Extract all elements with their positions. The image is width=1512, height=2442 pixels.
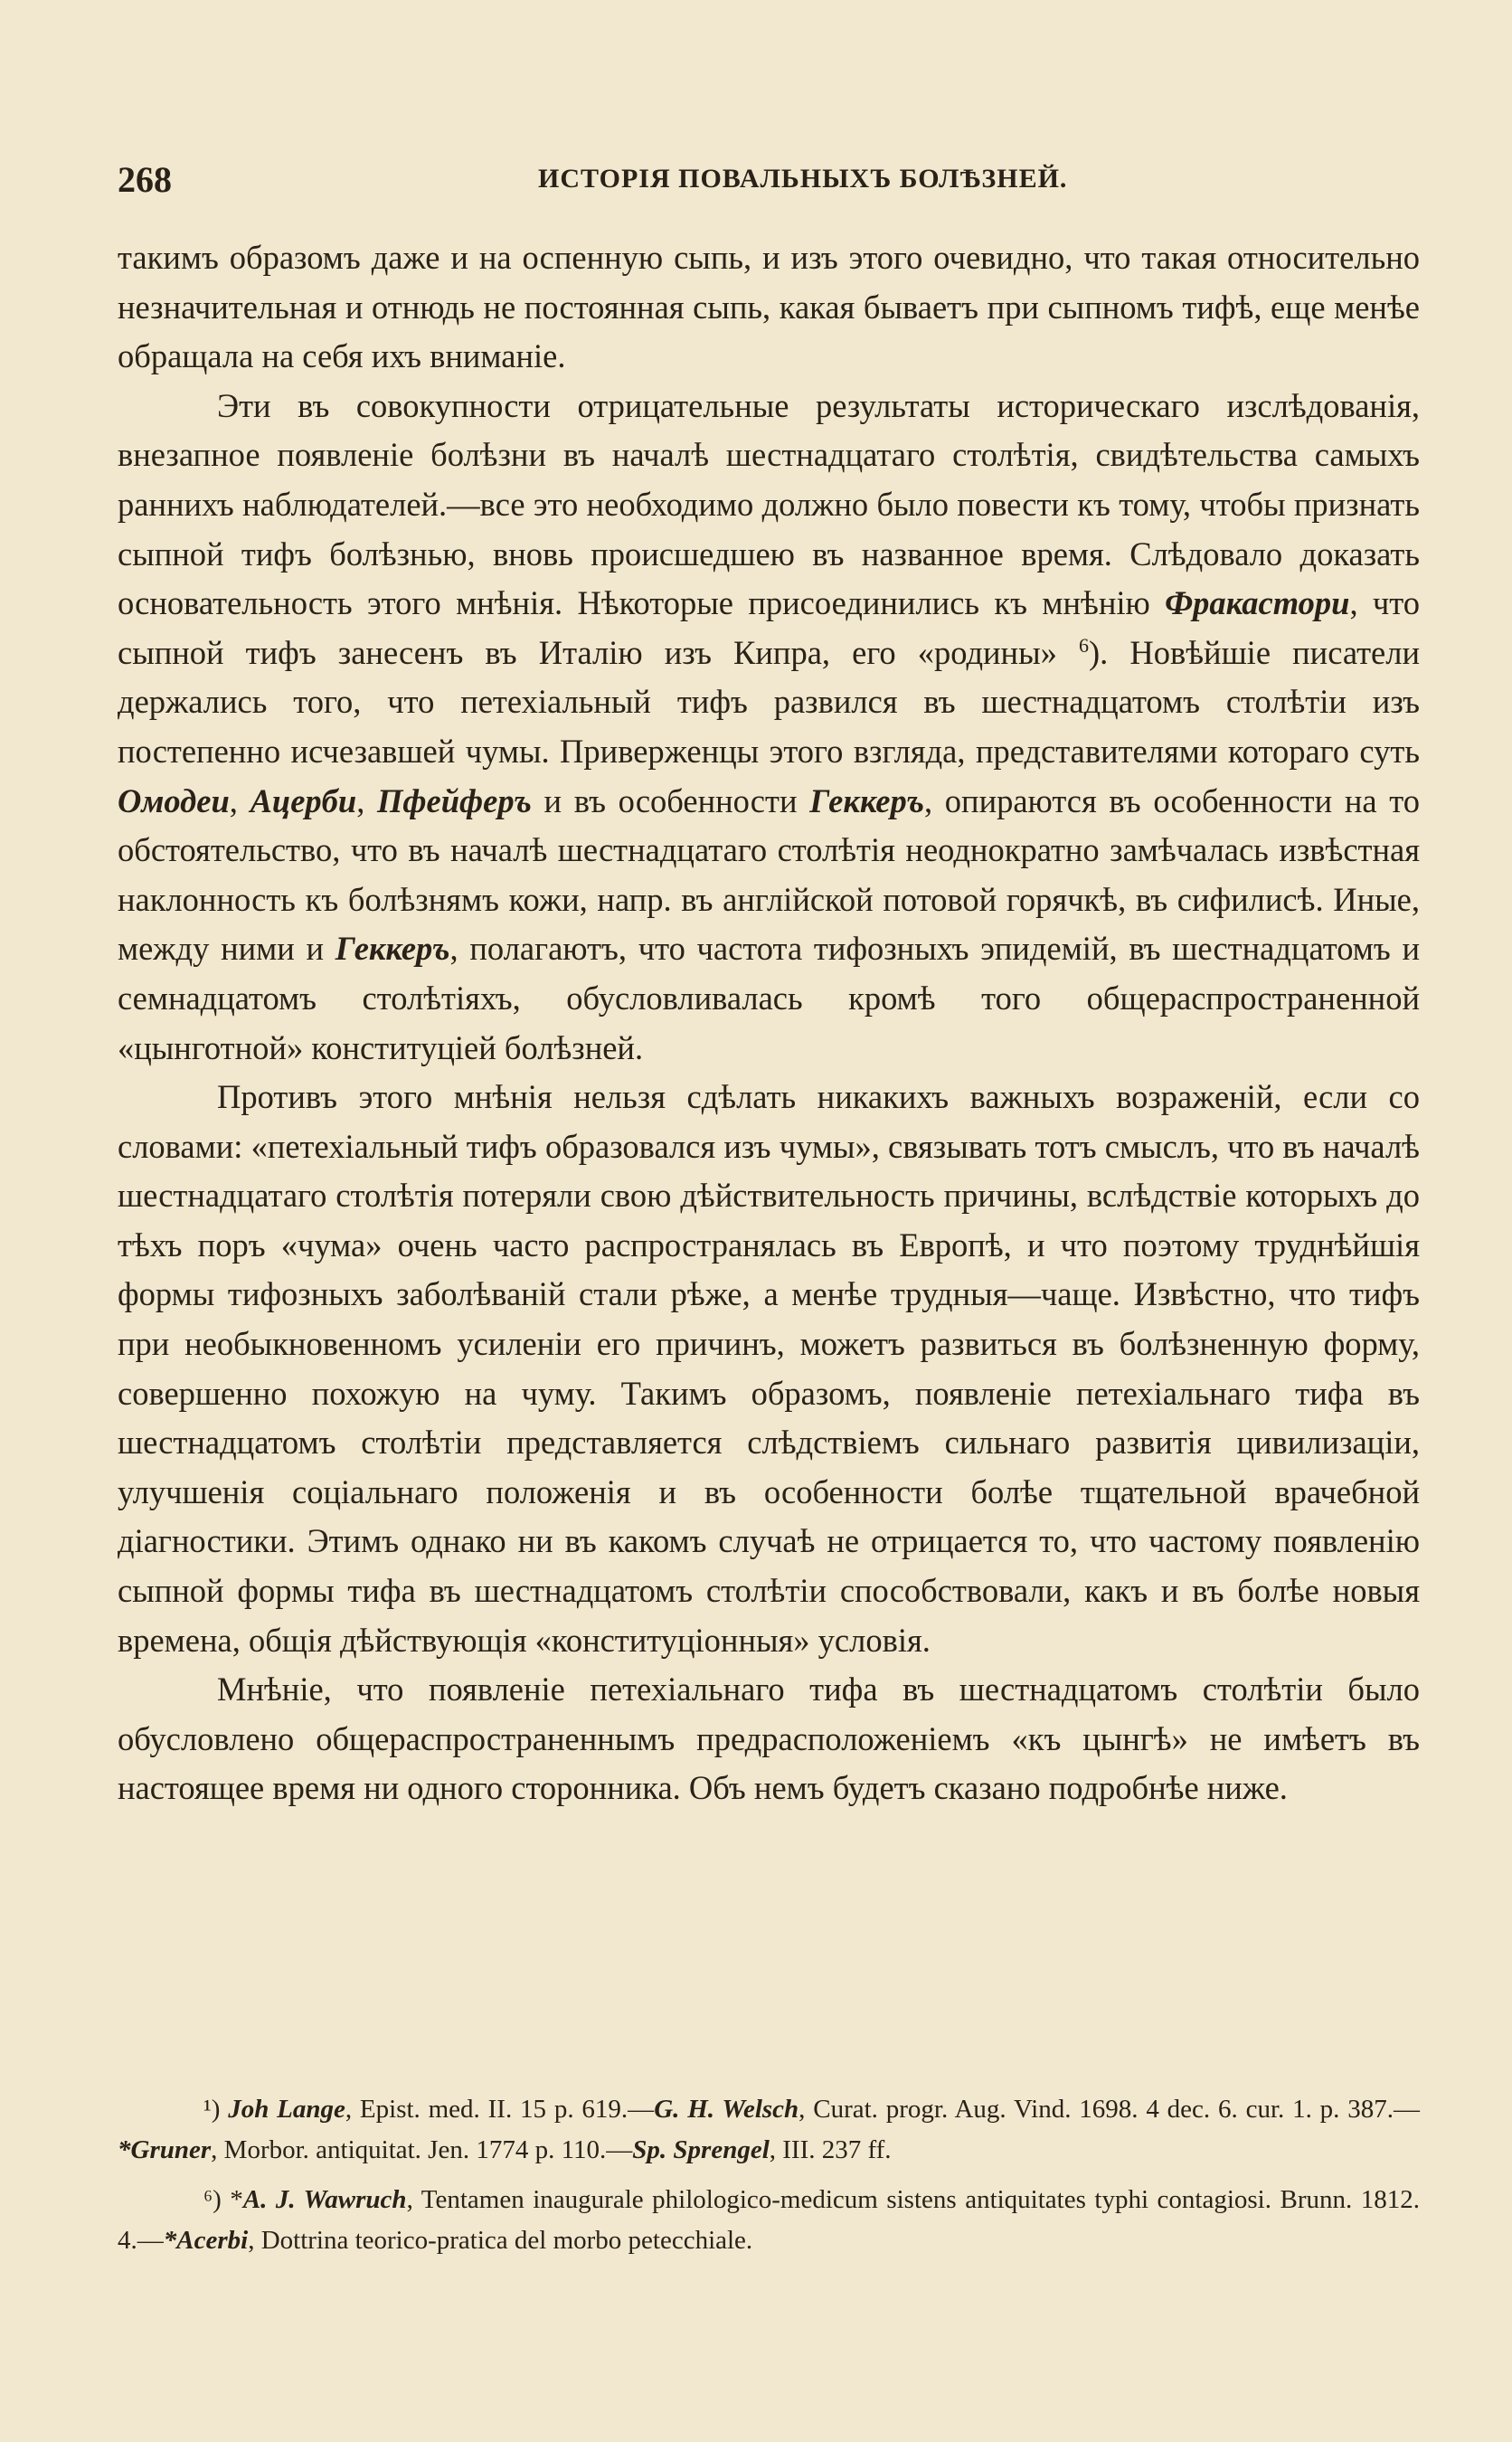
text-span: , Epist. med. II. 15 p. 619.—: [345, 2095, 655, 2124]
author-name: Ацерби: [250, 781, 357, 819]
author-name: Пфейферъ: [377, 781, 532, 819]
text-span: *: [230, 2185, 243, 2214]
author-name: Joh Lange: [228, 2095, 345, 2124]
footnote-1: [118, 2089, 1420, 2171]
footnotes: [118, 2089, 1420, 2270]
footnote-marker: ¹): [203, 2095, 221, 2124]
paragraph-1: [118, 233, 1420, 382]
text-span: , III. 237 ff.: [769, 2135, 892, 2164]
footnote-6: [118, 2180, 1420, 2261]
text-span: , Tentamen inaugurale philologico-medicum sistens antiquitates typhi contagiosi. Brunn. 1812. 4.—: [118, 2185, 1421, 2255]
text-span: Противъ этого мнѣнія нельзя сдѣлать никакихъ важныхъ возраженій, если со словами: «петехіальный тифъ образовался изъ чумы», связывать тотъ смыслъ, что въ началѣ шестнадцатаго столѣтія потеряли свою дѣйствительность причины, вслѣдствіе которыхъ до тѣхъ поръ «чума» очень часто распространялась въ Европѣ, и что поэтому труднѣйшія формы тифозныхъ заболѣваній стали рѣже, а менѣе трудныя—чаще. Извѣстно, что тифъ при необыкновенномъ усиленіи его причинъ, можетъ развиться въ болѣзненную форму, совершенно похожую на чуму. Такимъ образомъ, появленіе петехіальнаго тифа въ шестнадцатомъ столѣтіи представляется слѣдствіемъ сильнаго развитія цивилизаціи, улучшенія соціальнаго положенія и въ особенности болѣе тщательной врачебной діагностики. Этимъ однако ни въ какомъ случаѣ не отрицается то, что частому появленію сыпной формы тифа въ шестнадцатомъ столѣтіи способствовали, какъ и въ болѣе новыя времена, общія дѣйствующія «конституціонныя» условія.: [118, 1078, 1420, 1659]
text-span: ). Новѣйшіе писатели держались того, что петехіальный тифъ развился въ шестнадцатомъ столѣтіи изъ постепенно исчезавшей чумы. Приверженцы этого взгляда, представителями котораго суть: [118, 633, 1420, 770]
text-span: , Dottrina teorico-pratica del morbo petecchiale.: [248, 2226, 753, 2255]
author-name: Геккеръ: [809, 781, 924, 819]
text-span: Эти въ совокупности отрицательные результаты историческаго изслѣдованія, внезапное появленіе болѣзни въ началѣ шестнадцатаго столѣтія, свидѣтельства самыхъ раннихъ наблюдателей.—все это необходимо должно было повести къ тому, чтобы признать сыпной тифъ болѣзнью, вновь происшедшею въ названное время. Слѣдовало доказать основательность этого мнѣнія. Нѣкоторые присоединились къ мнѣнію: [118, 386, 1420, 622]
author-name: Омодеи: [118, 781, 230, 819]
footnote-marker: ⁶): [203, 2185, 222, 2214]
author-name: G. H. Welsch: [654, 2095, 799, 2124]
footnote-ref: 6: [1078, 633, 1089, 657]
text-span: , опираются въ особенности на то обстоятельство, что въ началѣ шестнадцатаго столѣтія неоднократно замѣчалась извѣстная наклонность къ болѣзнямъ кожи, напр. въ англійской потовой горячкѣ, въ сифилисѣ. Иные, между ними и: [118, 781, 1421, 968]
text-span: , Curat. progr. Aug. Vind. 1698. 4 dec. 6. cur. 1. p. 387.—: [799, 2095, 1420, 2124]
author-name: Фракастори: [1165, 584, 1350, 622]
text-span: , что сыпной тифъ занесенъ въ Италію изъ Кипра, его «родины»: [118, 584, 1421, 671]
text-span: ,: [229, 781, 250, 819]
author-name: Sp. Sprengel: [632, 2135, 770, 2164]
page-number: 268: [118, 159, 172, 200]
author-name: *Gruner: [118, 2135, 212, 2164]
text-span: такимъ образомъ даже и на оспенную сыпь, и изъ этого очевидно, что такая относительно незначительная и отнюдь не постоянная сыпь, какая бываетъ при сыпномъ тифѣ, еще менѣе обращала на себя ихъ вниманіе.: [118, 239, 1420, 375]
paragraph-3: [118, 1073, 1420, 1665]
text-span: ,: [356, 781, 378, 819]
text-span: и въ особенности: [531, 781, 810, 819]
text-span: , Morbor. antiquitat. Jen. 1774 p. 110.—: [211, 2135, 633, 2164]
text-span: , полагаютъ, что частота тифозныхъ эпидемій, въ шестнадцатомъ и семнадцатомъ столѣтіяхъ, обусловливалась кромѣ того общераспространенной «цынготной» конституціей болѣзней.: [118, 930, 1420, 1066]
running-title: ИСТОРІЯ ПОВАЛЬНЫХЪ БОЛѢЗНЕЙ.: [538, 164, 1068, 194]
body-text: [118, 233, 1420, 1813]
page-header: [118, 158, 1420, 204]
paragraph-2: [118, 382, 1420, 1073]
paragraph-4: [118, 1665, 1420, 1813]
author-name: *Acerbi: [163, 2226, 249, 2255]
text-span: Мнѣніе, что появленіе петехіальнаго тифа въ шестнадцатомъ столѣтіи было обусловлено общераспространеннымъ предрасположеніемъ «къ цынгѣ» не имѣетъ въ настоящее время ни одного сторонника. Объ немъ будетъ сказано подробнѣе ниже.: [118, 1671, 1420, 1807]
author-name: A. J. Wawruch: [242, 2185, 407, 2214]
author-name: Геккеръ: [335, 930, 450, 968]
